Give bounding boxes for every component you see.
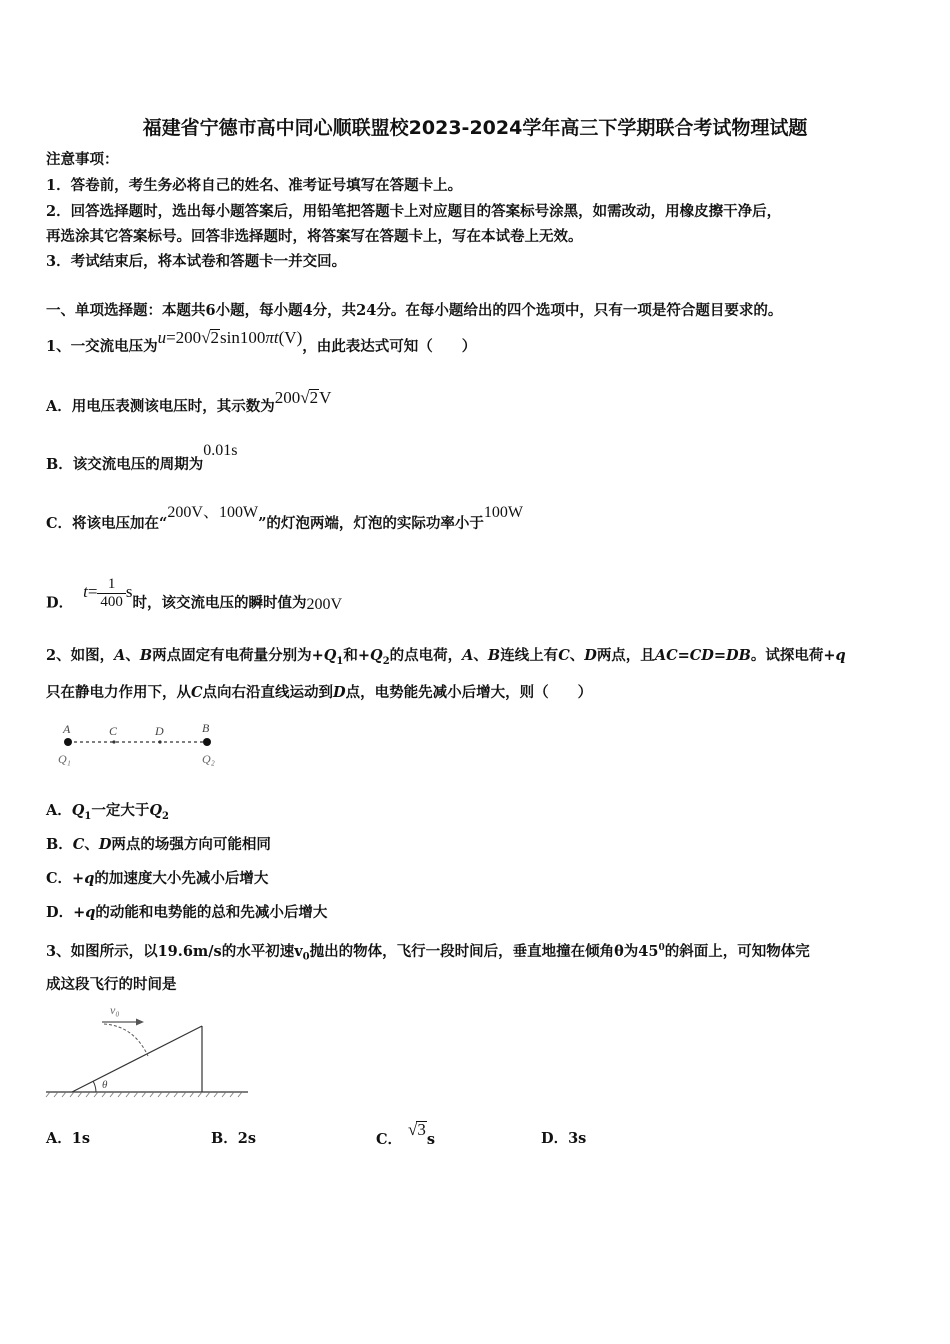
q2-point-b [203, 738, 211, 746]
q3-velocity-arrowhead [136, 1019, 144, 1026]
q3-angle-arc [93, 1081, 96, 1092]
q2-point-a [64, 738, 72, 746]
q2-label-q2: Q₂ [202, 752, 215, 766]
notice-item-2-cont: 再选涂其它答案标号。回答非选择题时，将答案写在答题卡上，写在本试卷上无效。 [46, 228, 583, 245]
q3-theta-label: θ [102, 1079, 108, 1091]
notice-item-1: 1．答卷前，考生务必将自己的姓名、准考证号填写在答题卡上。 [46, 177, 463, 194]
q2-option-b: B．C、D两点的场强方向可能相同 [46, 836, 271, 853]
q3-stem-line1: 3、如图所示，以19.6m/s的水平初速$v_0$抛出的物体，飞行一段时间后，垂直地撞在倾角θ为$45^0$的斜面上，可知物体完 [46, 942, 810, 963]
notice-heading: 注意事项： [46, 151, 119, 168]
q2-point-c [112, 740, 115, 743]
q3-trajectory [104, 1024, 148, 1056]
q2-label-a: A [63, 722, 71, 736]
q2-label-d: D [155, 724, 164, 738]
q3-stem-line2: 成这段飞行的时间是 [46, 976, 177, 993]
q2-option-c: C．+q的加速度大小先减小后增大 [46, 870, 269, 887]
q2-label-q1: Q₁ [58, 752, 71, 766]
q2-stem-line1: 2、如图，A、B两点固定有电荷量分别为$+Q_1$和$+Q_2$的点电荷，A、B连线上有C、D两点，且AC=CD=DB。试探电荷+q [46, 647, 846, 667]
q3-v0-label: v₀ [110, 1003, 120, 1017]
q1-option-c: C．将该电压加在“200V、100W”的灯泡两端，灯泡的实际功率小于100W [46, 504, 524, 532]
page-title: 福建省宁德市高中同心顺联盟校2023-2024学年高三下学期联合考试物理试题 [142, 117, 808, 139]
q2-label-c: C [109, 724, 118, 738]
q2-charge-diagram [52, 718, 232, 770]
notice-item-3: 3．考试结束后，将本试卷和答题卡一并交回。 [46, 253, 347, 270]
q2-option-d: D．+q的动能和电势能的总和先减小后增大 [46, 904, 328, 921]
q3-incline-surface [72, 1026, 202, 1092]
q3-ground-hatch [46, 1092, 242, 1097]
q1-option-d: D．t= $\frac{1}{400}$ s时，该交流电压的瞬时值为200V [46, 576, 343, 614]
q3-option-b: B．2s [211, 1130, 257, 1147]
q3-incline-diagram [44, 1000, 254, 1102]
q2-label-b: B [202, 721, 210, 735]
q1-option-b: B．该交流电压的周期为0.01s [46, 442, 238, 473]
q3-option-d: D．3s [541, 1130, 587, 1147]
q2-option-a: A．$Q_1$一定大于$Q_2$ [46, 802, 169, 822]
q1-option-a: A．用电压表测该电压时，其示数为200√2V [46, 388, 332, 415]
q3-option-c: C．√3s [376, 1120, 436, 1148]
notice-item-2: 2．回答选择题时，选出每小题答案后，用铅笔把答题卡上对应题目的答案标号涂黑，如需改动，用橡皮擦干净后， [46, 203, 782, 220]
q2-point-d [158, 740, 161, 743]
q3-option-a: A．1s [46, 1130, 91, 1147]
q2-stem-line2: 只在静电力作用下，从C点向右沿直线运动到D点，电势能先减小后增大，则（ ） [46, 684, 593, 701]
q1-stem: 1、一交流电压为u=200√2sin100πt(V)，由此表达式可知（ ） [46, 328, 477, 355]
section-heading: 一、单项选择题：本题共6小题，每小题4分，共24分。在每小题给出的四个选项中，只有一项是符合题目要求的。 [46, 302, 783, 319]
